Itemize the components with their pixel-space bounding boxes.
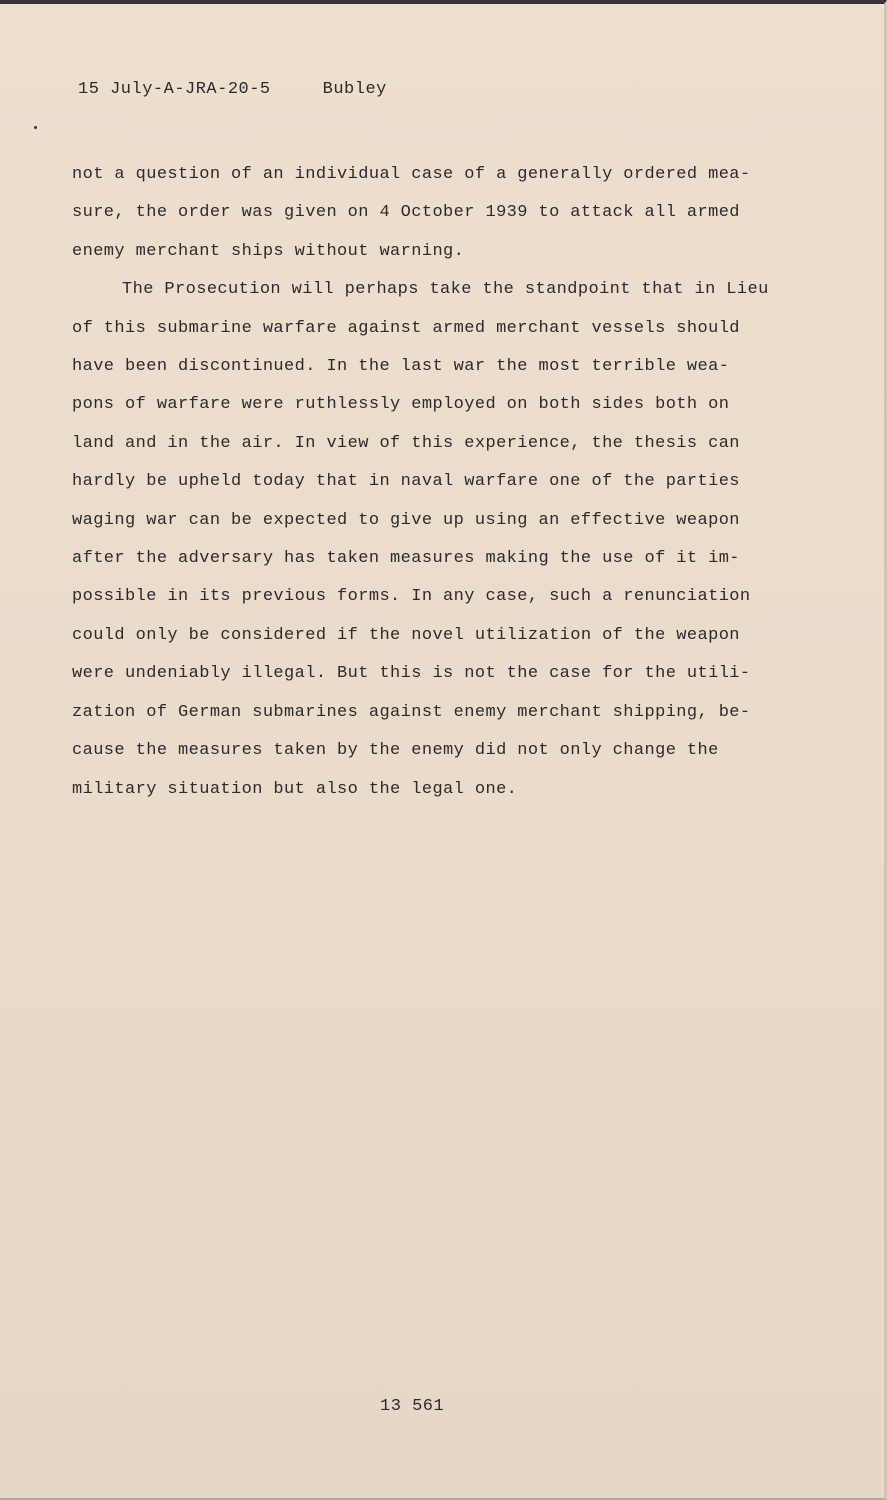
text-line: after the adversary has taken measures making the use of it im- bbox=[72, 549, 740, 569]
text-line: cause the measures taken by the enemy did not only change the bbox=[72, 741, 719, 761]
document-reference: 15 July-A-JRA-20-5 bbox=[78, 80, 271, 99]
margin-mark bbox=[34, 126, 37, 129]
text-line: sure, the order was given on 4 October 1939 to attack all armed bbox=[72, 203, 740, 223]
text-line: zation of German submarines against enemy merchant shipping, be- bbox=[72, 702, 751, 722]
text-line: possible in its previous forms. In any case, such a renunciation bbox=[72, 587, 751, 607]
text-line: waging war can be expected to give up using an effective weapon bbox=[72, 510, 740, 530]
page-header bbox=[78, 80, 387, 99]
text-line: military situation but also the legal one. bbox=[72, 779, 518, 799]
text-line: were undeniably illegal. But this is not the case for the utili- bbox=[72, 664, 751, 684]
text-line: have been discontinued. In the last war the most terrible wea- bbox=[72, 357, 730, 377]
text-line: not a question of an individual case of a generally ordered mea- bbox=[72, 165, 751, 184]
paragraph-start-line: The Prosecution will perhaps take the standpoint that in Lieu bbox=[122, 280, 769, 300]
author-name: Bubley bbox=[322, 80, 387, 99]
text-line: pons of warfare were ruthlessly employed on both sides both on bbox=[72, 395, 730, 415]
text-line: hardly be upheld today that in naval warfare one of the parties bbox=[72, 472, 740, 492]
page-number: 13 561 bbox=[380, 1397, 445, 1416]
text-line: enemy merchant ships without warning. bbox=[72, 241, 465, 261]
text-line: of this submarine warfare against armed merchant vessels should bbox=[72, 318, 740, 338]
body-text bbox=[72, 156, 832, 809]
text-line: land and in the air. In view of this experience, the thesis can bbox=[72, 433, 740, 453]
text-line: could only be considered if the novel utilization of the weapon bbox=[72, 625, 740, 645]
